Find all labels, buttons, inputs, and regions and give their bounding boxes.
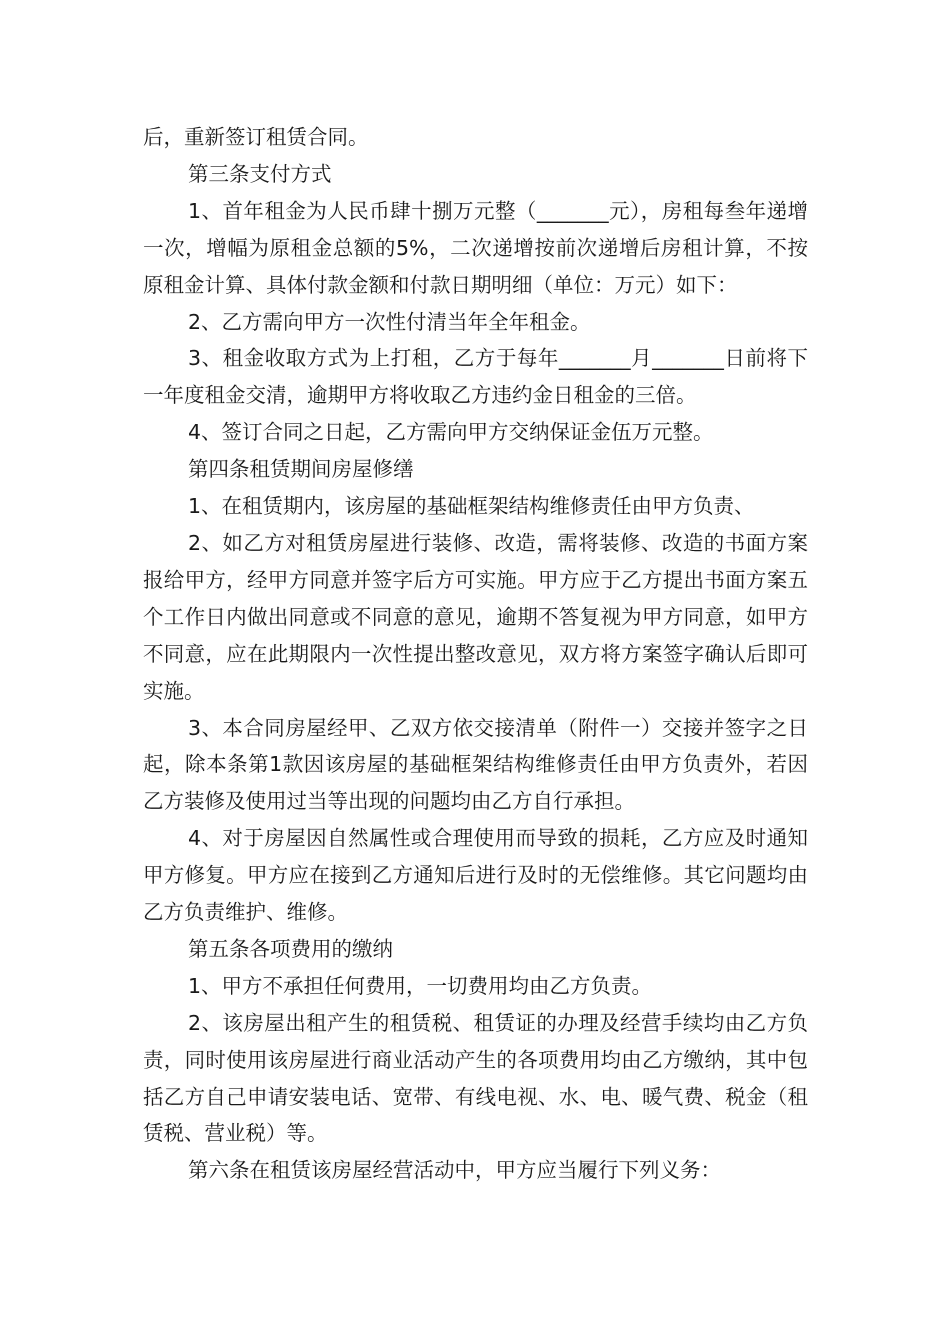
clause-paragraph: 1、甲方不承担任何费用，一切费用均由乙方负责。 [188, 973, 653, 998]
document-body [143, 119, 808, 1189]
clause-paragraph: 2、该房屋出租产生的租赁税、租赁证的办理及经营手续均由乙方负责，同时使用该房屋进行商业活动产生的各项费用均由乙方缴纳，其中包括乙方自己申请安装电话、宽带、有线电视、水、电、暖气费、税金（租赁税、营业税）等。 [143, 1010, 808, 1146]
clause-paragraph: 3、租金收取方式为上打租，乙方于每年_______月_______日前将下一年度租金交清，逾期甲方将收取乙方违约金日租金的三倍。 [143, 346, 808, 408]
clause-paragraph: 3、本合同房屋经甲、乙双方依交接清单（附件一）交接并签字之日起，除本条第1款因该房屋的基础框架结构维修责任由甲方负责外，若因乙方装修及使用过当等出现的问题均由乙方自行承担。 [143, 715, 808, 814]
clause-paragraph: 4、签订合同之日起，乙方需向甲方交纳保证金伍万元整。 [188, 420, 714, 445]
section-heading-payment: 第三条支付方式 [188, 161, 332, 186]
section-heading-repairs: 第四条租赁期间房屋修缮 [188, 457, 414, 482]
clause-paragraph: 2、如乙方对租赁房屋进行装修、改造，需将装修、改造的书面方案报给甲方，经甲方同意并签字后方可实施。甲方应于乙方提出书面方案五个工作日内做出同意或不同意的意见，逾期不答复视为甲方同意，如甲方不同意，应在此期限内一次性提出整改意见，双方将方案签字确认后即可实施。 [143, 530, 808, 703]
clause-paragraph: 1、在租赁期内，该房屋的基础框架结构维修责任由甲方负责、 [188, 494, 755, 519]
clause-paragraph: 1、首年租金为人民币肆十捌万元整（_______元），房租每叁年递增一次，增幅为原租金总额的5%，二次递增按前次递增后房租计算，不按原租金计算、具体付款金额和付款日期明细（单位：万元）如下： [143, 198, 808, 297]
section-heading-fees: 第五条各项费用的缴纳 [188, 936, 393, 961]
paragraph-continuation: 后，重新签订租赁合同。 [143, 125, 369, 149]
clause-paragraph: 4、对于房屋因自然属性或合理使用而导致的损耗，乙方应及时通知甲方修复。甲方应在接到乙方通知后进行及时的无偿维修。其它问题均由乙方负责维护、维修。 [143, 826, 808, 925]
section-heading-obligations: 第六条在租赁该房屋经营活动中，甲方应当履行下列义务： [188, 1158, 721, 1183]
clause-paragraph: 2、乙方需向甲方一次性付清当年全年租金。 [188, 309, 591, 334]
